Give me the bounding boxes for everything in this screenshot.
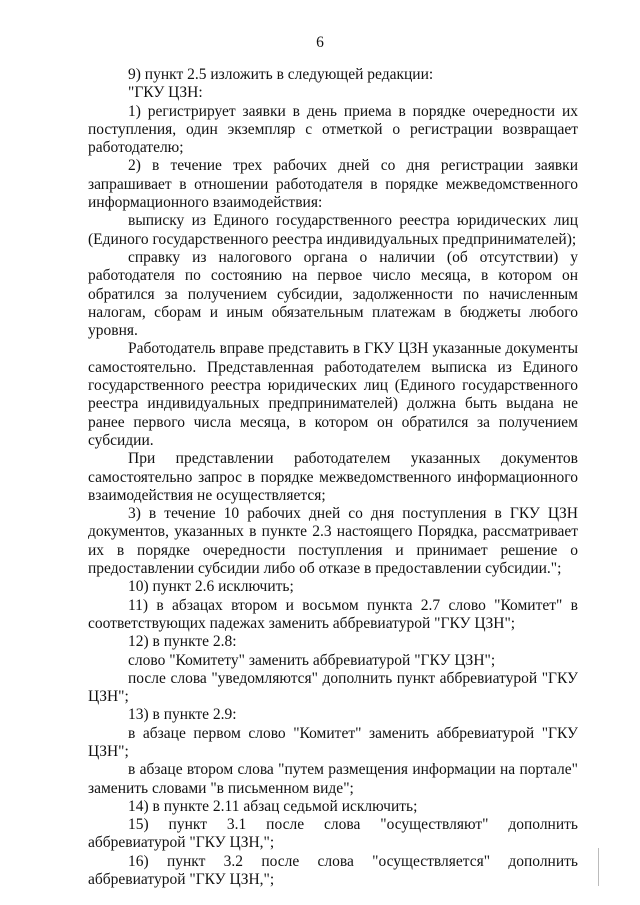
- paragraph-no-request: При представлении работодателем указанных документов самостоятельно запрос в порядке межведомственного информационного взаимодействия не осуществляется;: [88, 450, 578, 504]
- paragraph-item-13-first: в абзаце первом слово "Комитет" заменить аббревиатурой "ГКУ ЦЗН";: [88, 724, 578, 760]
- paragraph-item-12-after: после слова "уведомляются" дополнить пункт аббревиатурой "ГКУ ЦЗН";: [88, 669, 578, 706]
- paragraph-subitem-1: 1) регистрирует заявки в день приема в порядке очередности их поступления, один экземпляр с отметкой о регистрации возвращает работодателю;: [88, 102, 578, 157]
- paragraph-item-15: 15) пункт 3.1 после слова "осуществляют" дополнить аббревиатурой "ГКУ ЦЗН,";: [88, 816, 578, 852]
- paragraph-item-12: 12) в пункте 2.8:: [128, 633, 237, 651]
- paragraph-quote-start: "ГКУ ЦЗН:: [128, 84, 203, 102]
- paragraph-tax-certificate: справку из налогового органа о наличии (об отсутствии) у работодателя по состоянию на первое число месяца, в котором он обратился за получением субсидии, задолженности по начисленным налогам, сборам и иным обязательным платежам в бюджеты любого уровня.: [88, 248, 578, 340]
- page-number: 6: [316, 34, 324, 51]
- paragraph-subitem-2: 2) в течение трех рабочих дней со дня регистрации заявки запрашивает в отношении работодателя в порядке межведомственного информационного взаимодействия:: [88, 157, 578, 212]
- scan-margin-mark: [598, 848, 599, 886]
- paragraph-extract-request: выписку из Единого государственного реестра юридических лиц (Единого государственного реестра индивидуальных предпринимателей);: [88, 212, 578, 248]
- paragraph-item-14: 14) в пункте 2.11 абзац седьмой исключить;: [128, 797, 418, 815]
- paragraph-item-13: 13) в пункте 2.9:: [128, 706, 237, 724]
- paragraph-subitem-3: 3) в течение 10 рабочих дней со дня поступления в ГКУ ЦЗН документов, указанных в пункте 2.3 настоящего Порядка, рассматривает их в порядке очередности поступления и принимает решение о предоставлении субсидии либо об отказе в предоставлении субсидии.";: [88, 505, 578, 578]
- paragraph-item-16: 16) пункт 3.2 после слова "осуществляется" дополнить аббревиатурой "ГКУ ЦЗН,";: [88, 852, 578, 889]
- paragraph-item-9: 9) пункт 2.5 изложить в следующей редакции:: [128, 66, 434, 83]
- paragraph-item-11: 11) в абзацах втором и восьмом пункта 2.7 слово "Комитет" в соответствующих падежах заменить аббревиатурой "ГКУ ЦЗН";: [88, 596, 578, 632]
- paragraph-item-10: 10) пункт 2.6 исключить;: [128, 578, 294, 596]
- paragraph-item-12-word: слово "Комитету" заменить аббревиатурой "ГКУ ЦЗН";: [128, 651, 496, 669]
- paragraph-item-13-second: в абзаце втором слова "путем размещения информации на портале" заменить словами "в письменном виде";: [88, 761, 578, 797]
- paragraph-employer-right: Работодатель вправе представить в ГКУ ЦЗН указанные документы самостоятельно. Представленная работодателем выписка из Единого государственного реестра юридических лиц (Единого государственного реестра индивидуальных предпринимателей) должна быть выдана не ранее первого числа месяца, в котором он обратился за получением субсидии.: [88, 340, 578, 449]
- document-body: [88, 66, 578, 889]
